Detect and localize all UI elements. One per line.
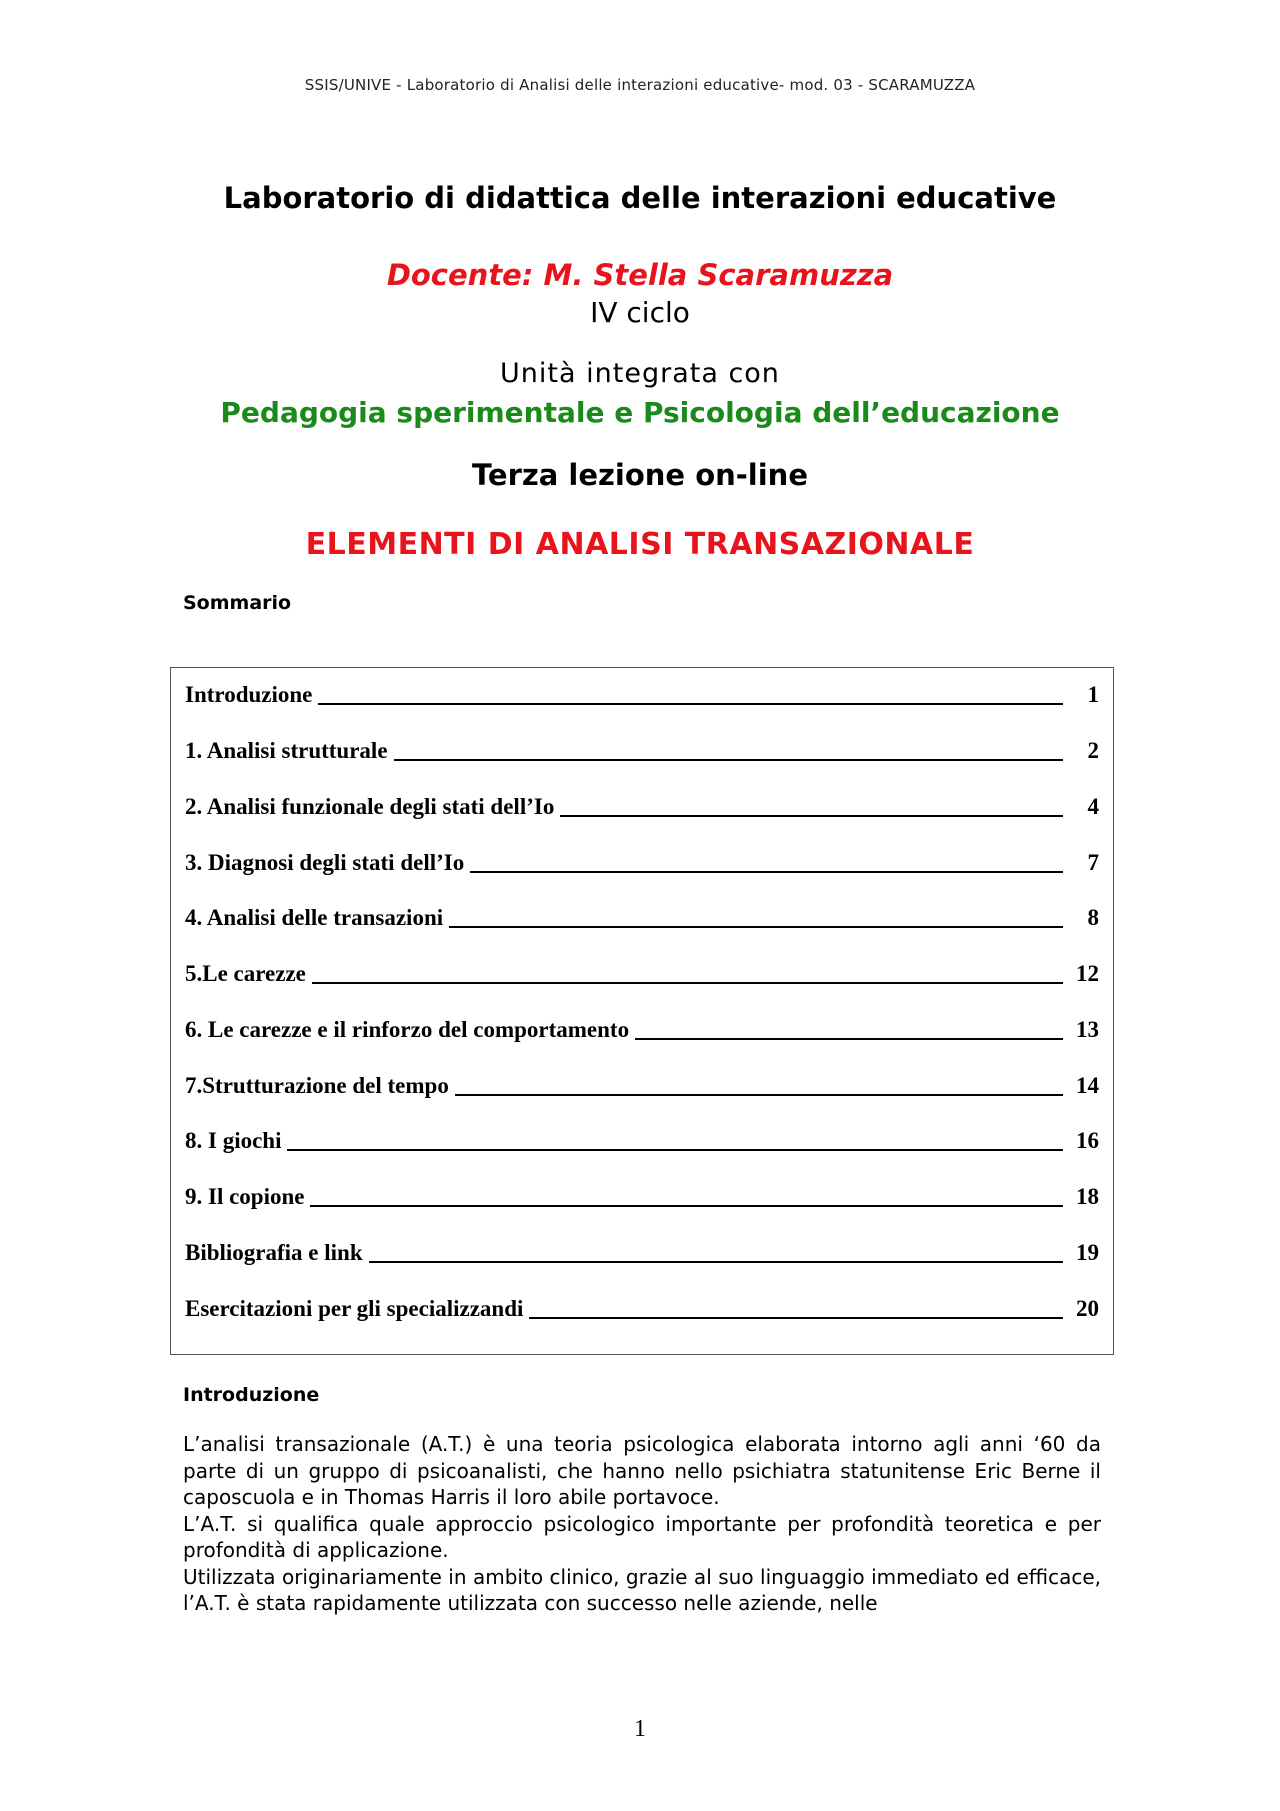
toc-entry[interactable]: [185, 1122, 1099, 1152]
sommario-heading: Sommario: [183, 592, 292, 614]
ciclo-line: IV ciclo: [590, 296, 690, 329]
page-number: 1: [634, 1716, 646, 1742]
toc-entry-page: 8: [1087, 905, 1099, 930]
toc-entry-page: 1: [1087, 682, 1099, 707]
lezione-title: Terza lezione on-line: [471, 458, 808, 492]
toc-entry-page: 13: [1076, 1017, 1099, 1042]
toc-entry-page: 4: [1087, 794, 1099, 819]
toc-entry-page: 20: [1076, 1296, 1099, 1321]
toc-leader-line: [394, 759, 1063, 761]
unita-line: Unità integrata con: [500, 358, 780, 389]
toc-entry-page: 18: [1076, 1184, 1099, 1209]
pedagogia-line: Pedagogia sperimentale e Psicologia dell’educazione: [220, 396, 1060, 429]
toc-entry-label: 6. Le carezze e il rinforzo del comportamento: [185, 1017, 630, 1042]
toc-entry-label: 4. Analisi delle transazioni: [185, 905, 444, 930]
table-of-contents: [170, 667, 1114, 1355]
toc-leader-line: [455, 1094, 1063, 1096]
toc-entry-label: Bibliografia e link: [185, 1240, 363, 1265]
toc-entry-label: 8. I giochi: [185, 1128, 282, 1153]
toc-entry-label: 7.Strutturazione del tempo: [185, 1073, 449, 1098]
toc-leader-line: [470, 871, 1063, 873]
toc-entry-label: Introduzione: [185, 682, 313, 707]
toc-entry-page: 2: [1087, 738, 1099, 763]
docente-line: Docente: M. Stella Scaramuzza: [386, 258, 894, 292]
toc-entry[interactable]: [185, 1011, 1099, 1041]
toc-leader-line: [287, 1149, 1063, 1151]
toc-entry[interactable]: [185, 1290, 1099, 1320]
introduzione-body: [183, 1431, 1101, 1617]
toc-entry[interactable]: [185, 844, 1099, 874]
toc-entry[interactable]: [185, 788, 1099, 818]
body-paragraph: L’analisi transazionale (A.T.) è una teoria psicologica elaborata intorno agli anni ‘60 da parte di un gruppo di psicoanalisti, che hanno nello psichiatra statunitense Eric Berne il caposcuola e in Thomas Harris il loro abile portavoce.: [183, 1432, 1101, 1509]
toc-entry[interactable]: [185, 899, 1099, 929]
toc-entry[interactable]: [185, 1067, 1099, 1097]
toc-entry-label: 1. Analisi strutturale: [185, 738, 388, 763]
section-title-elementi: ELEMENTI DI ANALISI TRANSAZIONALE: [305, 527, 975, 562]
body-paragraph: Utilizzata originariamente in ambito clinico, grazie al suo linguaggio immediato ed efficace, l’A.T. è stata rapidamente utilizzata con successo nelle aziende, nelle: [183, 1564, 1101, 1615]
main-title: Laboratorio di didattica delle interazioni educative: [223, 181, 1057, 215]
running-header: SSIS/UNIVE - Laboratorio di Analisi delle interazioni educative- mod. 03 - SCARAMUZZA: [304, 76, 976, 94]
toc-entry-label: 3. Diagnosi degli stati dell’Io: [185, 850, 465, 875]
toc-entry[interactable]: [185, 1178, 1099, 1208]
toc-entry-page: 16: [1076, 1128, 1099, 1153]
toc-entry[interactable]: [185, 955, 1099, 985]
toc-leader-line: [369, 1261, 1063, 1263]
toc-entry-label: 9. Il copione: [185, 1184, 305, 1209]
toc-leader-line: [310, 1205, 1063, 1207]
toc-leader-line: [449, 926, 1063, 928]
toc-entry[interactable]: [185, 676, 1099, 706]
toc-entry-page: 12: [1076, 961, 1099, 986]
toc-entry-label: 5.Le carezze: [185, 961, 306, 986]
introduzione-heading: Introduzione: [183, 1384, 320, 1406]
toc-leader-line: [560, 815, 1063, 817]
toc-entry-page: 7: [1087, 850, 1099, 875]
toc-leader-line: [318, 703, 1063, 705]
toc-leader-line: [312, 982, 1063, 984]
toc-entry[interactable]: [185, 732, 1099, 762]
toc-entry-page: 14: [1076, 1073, 1099, 1098]
toc-entry-label: Esercitazioni per gli specializzandi: [185, 1296, 524, 1321]
toc-entry-page: 19: [1076, 1240, 1099, 1265]
toc-entry-label: 2. Analisi funzionale degli stati dell’Io: [185, 794, 555, 819]
body-paragraph: L’A.T. si qualifica quale approccio psicologico importante per profondità teoretica e per profondità di applicazione.: [183, 1511, 1101, 1562]
toc-leader-line: [635, 1038, 1063, 1040]
toc-leader-line: [529, 1317, 1063, 1319]
toc-entry[interactable]: [185, 1234, 1099, 1264]
